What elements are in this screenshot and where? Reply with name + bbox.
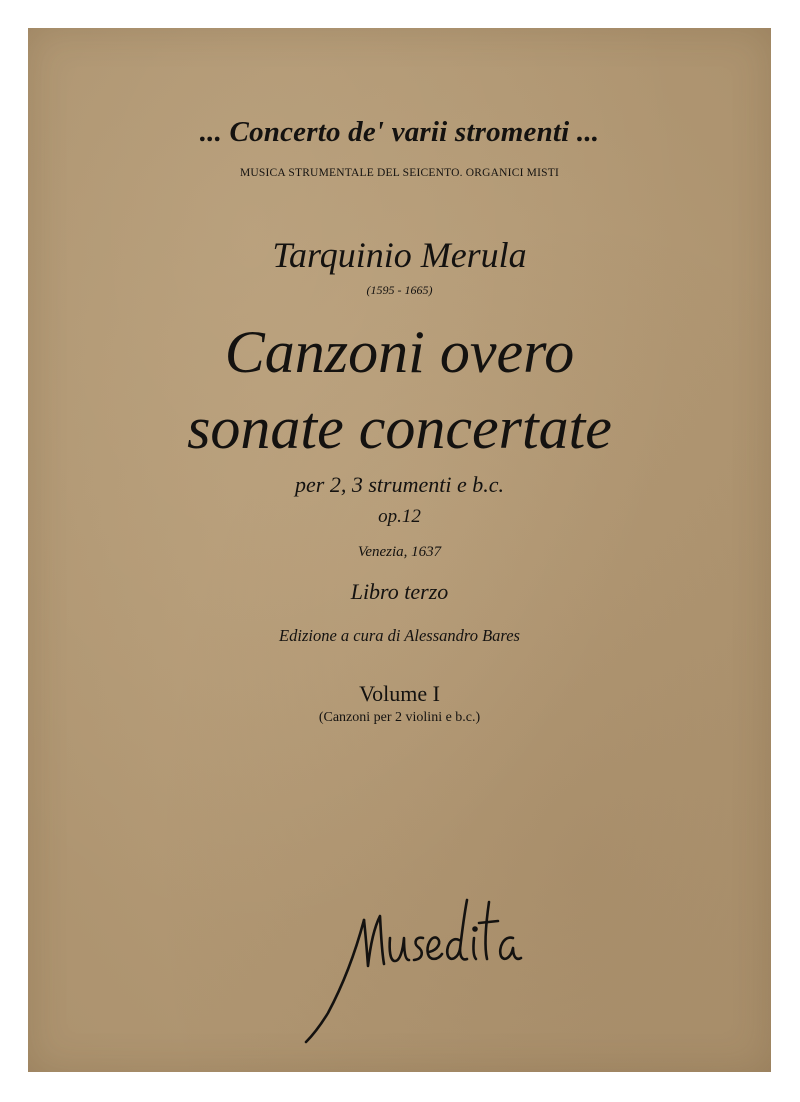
book-number: Libro terzo [350, 579, 449, 604]
musedita-logo [268, 858, 538, 1048]
series-title: ... Concerto de' varii stromenti ... [199, 116, 600, 148]
place-and-date: Venezia, 1637 [357, 544, 442, 560]
editor-credit: Edizione a cura di Alessandro Bares [279, 626, 520, 645]
composer-dates: (1595 - 1665) [366, 283, 433, 297]
book-cover [28, 28, 771, 1072]
opus-number: op.12 [378, 506, 421, 527]
scoring: per 2, 3 strumenti e b.c. [295, 472, 504, 497]
work-title-line-2: sonate concertate [187, 395, 612, 461]
composer-name: Tarquinio Merula [272, 235, 527, 275]
volume-note: (Canzoni per 2 violini e b.c.) [318, 710, 481, 725]
series-subtitle: MUSICA STRUMENTALE DEL SEICENTO. ORGANICI MISTI [240, 167, 559, 179]
volume-label: Volume I [359, 681, 440, 706]
work-title-line-1: Canzoni overo [224, 319, 575, 385]
